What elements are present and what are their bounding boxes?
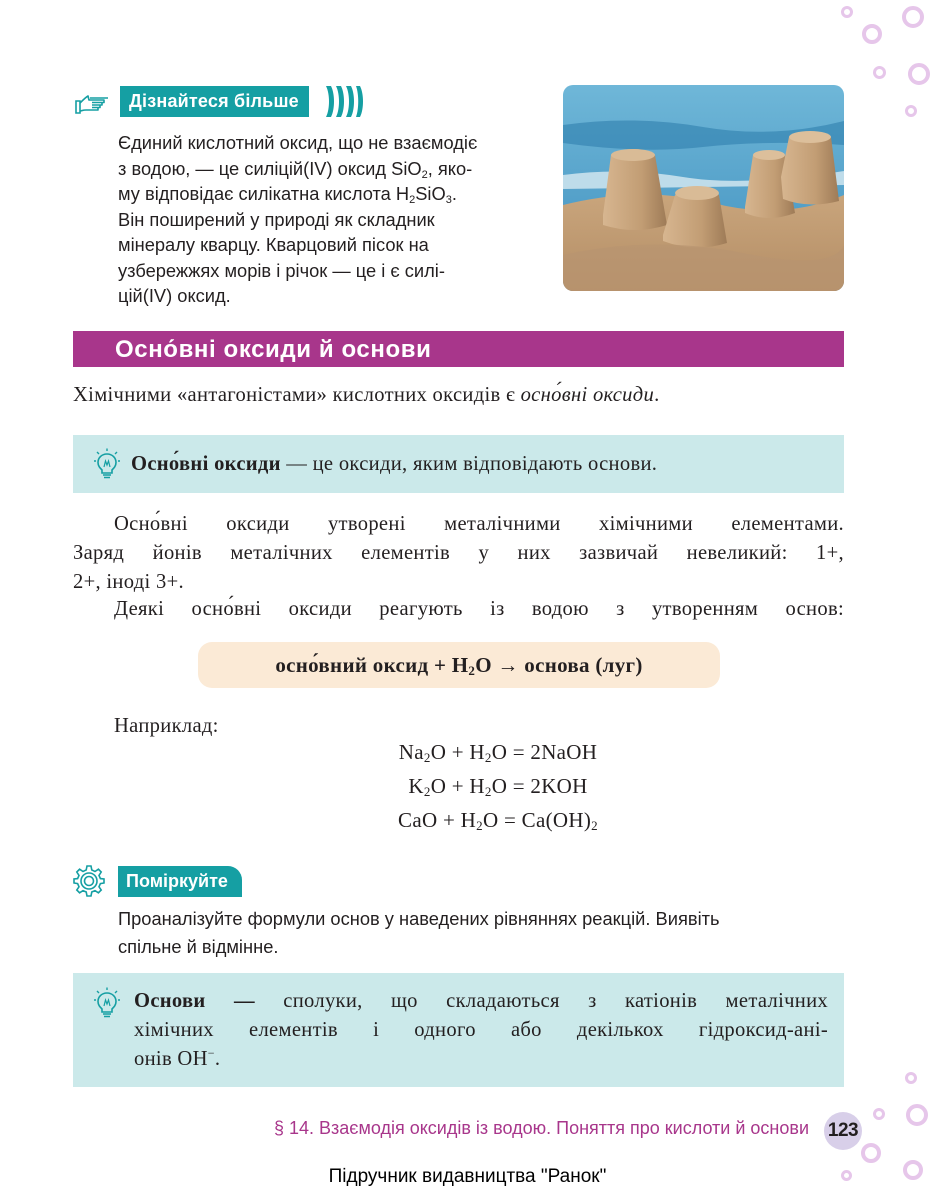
general-reaction-formula: осно́вний оксид + $H_2O$ → основа (луг) bbox=[198, 642, 720, 688]
gear-icon bbox=[73, 865, 105, 897]
definition-basic-oxides: Осно́вні оксиди — це оксиди, яким відповідають основи. bbox=[131, 453, 658, 475]
hand-pointing-icon bbox=[74, 92, 112, 116]
think-tag: Поміркуйте bbox=[118, 866, 242, 897]
equation-k2o: $K_2O + H_2O = 2KOH$ bbox=[408, 774, 588, 799]
tag-stripes-decoration bbox=[326, 86, 364, 117]
example-label: Наприклад: bbox=[114, 715, 219, 737]
section-title: Осно́вні оксиди й основи bbox=[115, 336, 432, 363]
learn-more-tag: Дізнайтеся більше bbox=[120, 86, 309, 117]
intro-paragraph: Хімічними «антагоністами» кислотних оксидів є осно́вні оксиди. bbox=[73, 384, 660, 406]
equation-cao: CaO + $H_2O = Ca(OH)_2$ bbox=[398, 808, 598, 833]
paragraph-basic-oxides-formation: Осно́вні оксиди утворені металічними хімічними елементами. Заряд йонів металічних елементів у них зазвичай невеликий: 1+, 2+, іноді 3+. bbox=[73, 513, 844, 593]
page-number: 123 bbox=[824, 1112, 862, 1150]
sandcastle-photo bbox=[563, 85, 844, 291]
publisher-note: Підручник видавництва "Ранок" bbox=[328, 1166, 607, 1187]
equation-na2o: $Na_2O + H_2O$ = 2NaOH bbox=[398, 740, 598, 765]
paragraph-basic-oxides-water: Деякі осно́вні оксиди реагують із водою з утворенням основ: bbox=[114, 598, 844, 620]
definition-bases: Основи — сполуки, що складаються з катіонів металічних хімічних елементів і одного або декількох гідроксид-ані- онів OH−. bbox=[134, 990, 828, 1070]
lightbulb-icon bbox=[94, 987, 120, 1019]
running-title: § 14. Взаємодія оксидів із водою. Поняття про кислоти й основи bbox=[273, 1118, 809, 1138]
lightbulb-icon bbox=[94, 448, 120, 480]
learn-more-text: Єдиний кислотний оксид, що не взаємодіє з водою, — це силіцій(IV) оксид SiO$_2$, яко- му відповідає силікатна кислота $H_2SiO_3$. Він поширений у природі як складник мінералу кварцу. Кварцовий пісок на узбережжях морів і річок — це і є силі- цій(IV) оксид. bbox=[118, 132, 478, 306]
think-text: Проаналізуйте формули основ у наведених рівняннях реакцій. Виявіть спільне й відмінне. bbox=[118, 908, 720, 957]
